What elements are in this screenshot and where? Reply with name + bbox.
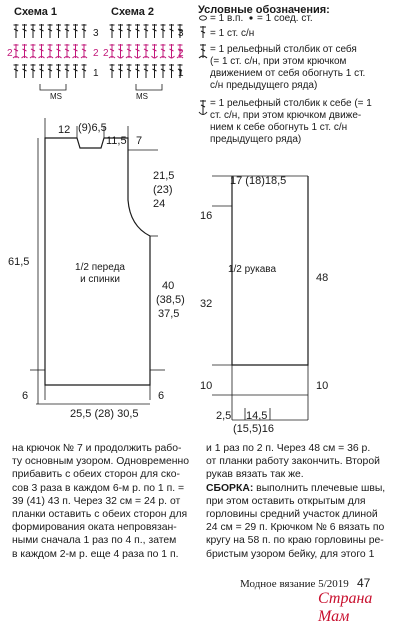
dim-side-1: 40: [162, 280, 175, 292]
stitch-symbol: [135, 24, 140, 38]
text-line: 24 см = 29 п. Крючком № 6 вязать по: [206, 522, 385, 534]
text-line: прибавить с обеих сторон для ско-: [12, 469, 180, 481]
sleeve-dim-top: 17 (18)18,5: [230, 175, 287, 187]
stitch-symbol: [65, 24, 70, 38]
text-line: на крючок № 7 и продолжить рабо-: [12, 443, 182, 454]
stitch-symbol: [161, 64, 166, 78]
stitch-symbol: [56, 64, 61, 78]
scheme2-ms-label: MS: [136, 92, 148, 101]
front-back-label-l2: и спинки: [80, 274, 120, 285]
stitch-symbol: [73, 44, 79, 58]
text-line: ными сначала 1 раз по 4 п., затем: [12, 535, 177, 547]
stitch-symbol: [64, 44, 70, 58]
stitch-symbol: [14, 64, 19, 78]
text-line: СБОРКА: выполнить плечевые швы,: [206, 482, 386, 494]
stitch-symbol: [143, 44, 149, 58]
stitch-symbol: [144, 24, 149, 38]
stitch-symbol: [81, 44, 87, 58]
sleeve-dim-16: 16: [200, 210, 213, 222]
stitch-symbol: [152, 44, 158, 58]
stitch-symbol: [56, 44, 62, 58]
stitch-symbol: [135, 64, 140, 78]
stitch-symbol: [127, 64, 132, 78]
scheme1-row-3: 3: [93, 28, 99, 39]
legend-bp-l1: = 1 рельефный столбик к себе (= 1: [210, 98, 372, 109]
text-line: и 1 раз по 2 п. Через 48 см = 36 р.: [206, 443, 371, 454]
legend-bp-l3: нием к себе обогнуть 1 ст. с/н: [210, 122, 348, 133]
stitch-symbol: [169, 64, 174, 78]
stitch-symbol: [127, 24, 132, 38]
dim-hem-left: 6: [22, 390, 29, 402]
stitch-symbol: [110, 64, 115, 78]
magazine-footer: Модное вязание 5/2019: [240, 578, 349, 590]
legend-chain: = 1 в.п.: [210, 13, 244, 24]
dim-width: 25,5 (28) 30,5: [70, 408, 139, 420]
stitch-symbol: [152, 64, 157, 78]
dim-armhole-3: 24: [153, 198, 166, 210]
stitch-symbol: [31, 64, 36, 78]
stitch-symbol: [22, 64, 27, 78]
dim-side-3: 37,5: [158, 308, 180, 320]
legend-slip: = 1 соед. ст.: [257, 13, 313, 24]
text-line: ту основным узором. Одновременно: [12, 456, 189, 468]
text-line: горловины средний участок длиной: [206, 509, 378, 521]
text-line: планки оставить с обеих сторон для: [12, 509, 188, 521]
scheme1-grid: [13, 24, 87, 90]
stitch-symbol: [161, 24, 166, 38]
stitch-symbol: [169, 44, 175, 58]
legend-fp-l3: движением от себя обогнуть 1 ст.: [210, 68, 366, 79]
scheme2-row-2: 2: [178, 48, 184, 59]
stitch-symbol: [118, 44, 124, 58]
stitch-symbol: [160, 44, 166, 58]
legend-title: Условные обозначения:: [198, 4, 330, 16]
text-line: 39 (41) 43 п. Через 32 см = 24 р. от: [12, 495, 181, 507]
legend-fp-l1: = 1 рельефный столбик от себя: [210, 44, 357, 55]
stitch-symbol: [39, 44, 45, 58]
sleeve-dim-10-right: 10: [316, 380, 329, 392]
text-line: в каждом 2-м р. еще 4 раза по 1 п.: [12, 548, 179, 560]
back-post-stitch-icon: [199, 100, 207, 115]
ms-bracket: [40, 84, 66, 90]
sleeve-dim-10-left: 10: [200, 380, 213, 392]
text-line: кругу на 58 п. по краю горловины ре-: [206, 535, 384, 547]
scheme2-left-row-2: 2: [103, 48, 109, 59]
dim-neck-width: 11,5: [106, 135, 127, 147]
sleeve-label: 1/2 рукава: [227, 264, 277, 275]
stitch-symbol: [73, 64, 78, 78]
stitch-symbol: [82, 24, 87, 38]
stitch-symbol: [14, 24, 19, 38]
dim-height: 61,5: [8, 256, 30, 268]
stitch-symbol: [39, 64, 44, 78]
scheme1-row-1: 1: [93, 68, 99, 79]
stitch-symbol: [39, 24, 44, 38]
dim-shoulder: 7: [136, 135, 143, 147]
stitch-symbol: [47, 44, 53, 58]
stitch-symbol: [65, 64, 70, 78]
front-back-label: [60, 262, 140, 286]
stitch-symbol: [126, 44, 132, 58]
stitch-symbol: [22, 44, 28, 58]
sleeve-dim-bottom-1: 14,5: [246, 410, 268, 422]
watermark-logo: Страна Мам: [318, 590, 373, 625]
legend-bp-l2: ст. с/н, при этом крючком движе-: [210, 110, 362, 121]
sleeve-dim-48: 48: [316, 272, 329, 284]
scheme2-row-3: 3: [178, 28, 184, 39]
dim-side-2: (38,5): [156, 294, 185, 306]
chain-stitch-icon: [200, 16, 207, 20]
scheme2-grid: [109, 24, 183, 90]
dim-armhole-1: 21,5: [153, 170, 175, 182]
stitch-symbol: [22, 24, 27, 38]
legend-fp-l4: с/н предыдущего ряда): [210, 80, 318, 91]
scheme2-title: Схема 2: [111, 6, 155, 18]
scheme1-row-2: 2: [93, 48, 99, 59]
scheme1-left-row-2: 2: [7, 48, 13, 59]
legend-bp-l4: предыдущего ряда): [210, 134, 302, 145]
page-number: 47: [357, 576, 371, 590]
scheme1-title: Схема 1: [14, 6, 58, 18]
text-line: формирования оката непровязан-: [12, 522, 177, 534]
stitch-symbol: [31, 24, 36, 38]
sleeve-dim-32: 32: [200, 298, 213, 310]
dim-neck-top: (9)6,5: [78, 122, 107, 134]
front-back-label-l1: 1/2 переда: [75, 262, 125, 273]
stitch-symbol: [152, 24, 157, 38]
stitch-symbol: [56, 24, 61, 38]
text-line: при этом оставить открытым для: [206, 495, 366, 507]
stitch-symbol: [73, 24, 78, 38]
text-line: сов 3 раза в каждом 6-м р. по 1 п. =: [12, 482, 185, 494]
stitch-symbol: [118, 64, 123, 78]
stitch-symbol: [48, 64, 53, 78]
slip-stitch-icon: [249, 16, 252, 19]
text-line: от планки работу закончить. Второй: [206, 456, 380, 468]
stitch-symbol: [110, 24, 115, 38]
dim-armhole-2: (23): [153, 184, 173, 196]
stitch-symbol: [135, 44, 141, 58]
text-line: рукав вязать так же.: [206, 469, 304, 481]
scheme2-row-1: 1: [178, 68, 184, 79]
legend-dc: = 1 ст. с/н: [210, 28, 255, 39]
stitch-symbol: [30, 44, 36, 58]
scheme1-ms-label: MS: [50, 92, 62, 101]
double-crochet-icon: [200, 26, 206, 38]
dim-top-left: 12: [58, 124, 71, 136]
text-column-left: [12, 442, 198, 561]
stitch-symbol: [13, 44, 19, 58]
stitch-symbol: [48, 24, 53, 38]
text-line: бристым узором бейку, для этого 1: [206, 548, 375, 560]
stitch-symbol: [169, 24, 174, 38]
front-post-stitch-icon: [199, 44, 207, 58]
text-column-right: [206, 442, 398, 561]
legend-fp-l2: (= 1 ст. с/н, при этом крючком: [210, 56, 347, 67]
dim-hem-right: 6: [158, 390, 165, 402]
stitch-symbol: [118, 24, 123, 38]
ms-bracket: [136, 84, 162, 90]
sleeve-dim-bottom-2: (15,5)16: [233, 423, 274, 435]
stitch-symbol: [82, 64, 87, 78]
sleeve-dim-bottom-left: 2,5: [216, 410, 232, 422]
stitch-symbol: [144, 64, 149, 78]
stitch-symbol: [109, 44, 115, 58]
